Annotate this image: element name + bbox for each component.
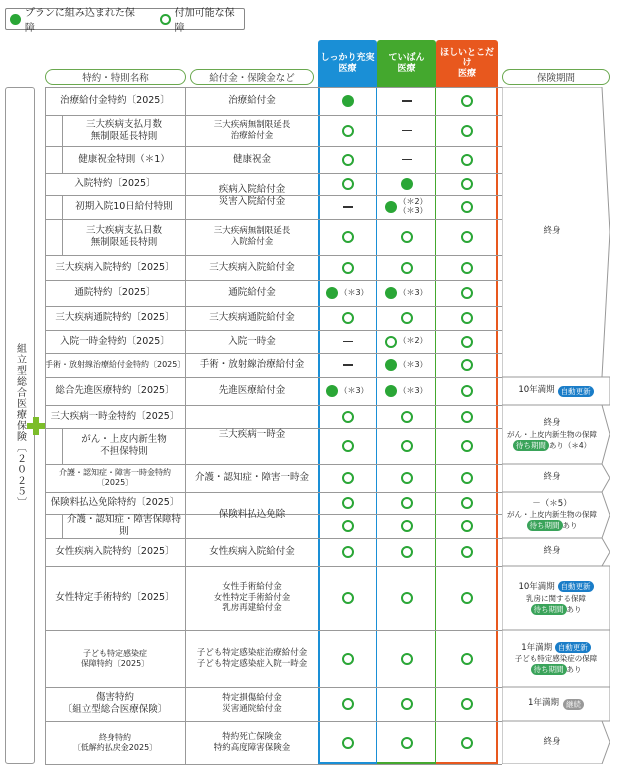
benefit-name: 三大疾病無制限延長 入院給付金: [213, 226, 291, 247]
coverage-mark: [436, 146, 498, 173]
waiting-period-badge: 待ち期間: [531, 604, 567, 615]
period-text: －（＊5）: [532, 498, 572, 509]
open-circle-icon: [461, 359, 473, 371]
period-three-diseases: [502, 405, 602, 464]
open-circle-icon: [342, 653, 354, 665]
open-circle-icon: [342, 520, 354, 532]
rider-name: 入院特約〔2025〕: [45, 173, 186, 195]
coverage-mark: [318, 464, 377, 492]
plan-name: ていばん: [388, 53, 425, 64]
coverage-mark: [318, 173, 377, 195]
open-circle-icon: [461, 592, 473, 604]
open-circle-icon: [342, 472, 354, 484]
period-text: 終身: [543, 418, 561, 429]
dash-icon: [343, 364, 353, 366]
benefit-name: 治療給付金: [228, 95, 276, 107]
waiting-period-badge: 待ち期間: [531, 664, 567, 675]
coverage-mark: [377, 173, 436, 195]
open-circle-icon: [461, 312, 473, 324]
footnote-ref: （＊3）: [398, 385, 428, 395]
open-circle-icon: [401, 737, 413, 749]
plan-name-sub: 医療: [397, 63, 416, 74]
coverage-mark: [377, 464, 436, 492]
period-note: がん・上皮内新生物の保障: [507, 429, 597, 439]
rider-name: 女性疾病入院特約〔2025〕: [45, 538, 186, 566]
rider-name: 終身特約 〔低解約払戻金2025〕: [45, 721, 186, 764]
coverage-mark: [318, 280, 377, 306]
plan-name-sub: 医療: [338, 63, 357, 74]
open-circle-icon: [461, 95, 473, 107]
filled-circle-icon: [326, 287, 338, 299]
plan-name-sub: 医療: [457, 68, 476, 79]
coverage-mark: [318, 195, 377, 219]
open-circle-icon: [461, 737, 473, 749]
period-note: がん・上皮内新生物の保障: [507, 510, 597, 520]
plan-header-teiban: [377, 40, 436, 87]
period-10y: [502, 377, 610, 405]
coverage-mark: [377, 280, 436, 306]
coverage-mark: [377, 353, 436, 377]
period-note: あり: [566, 665, 582, 675]
benefit-name: 三大疾病通院給付金: [209, 312, 295, 324]
coverage-mark: [377, 115, 436, 146]
coverage-mark: [436, 173, 498, 195]
footnote-ref: （＊2） （＊3）: [398, 197, 428, 215]
coverage-mark: [436, 280, 498, 306]
rider-name: 介護・認知症・障害一時金特約〔2025〕: [45, 464, 186, 492]
header-benefit: 給付金・保険金など: [190, 69, 314, 85]
open-circle-icon: [461, 385, 473, 397]
period-female-surgery: [502, 566, 610, 630]
rider-name: 三大疾病入院特約〔2025〕: [45, 255, 186, 280]
period-text: 終身: [543, 472, 561, 483]
coverage-mark: [377, 687, 436, 721]
open-circle-icon: [401, 497, 413, 509]
open-circle-icon: [461, 411, 473, 423]
legend-included: プランに組み込まれた保障: [24, 8, 135, 34]
coverage-mark: [436, 492, 498, 514]
coverage-mark: [377, 195, 436, 219]
auto-renew-badge: 自動更新: [558, 581, 594, 592]
coverage-mark: [436, 219, 498, 255]
rider-name: 傷害特約 〔組立型総合医療保険〕: [45, 687, 186, 721]
period-lifetime-2: [502, 464, 602, 492]
coverage-mark: [436, 87, 498, 115]
coverage-mark: [436, 630, 498, 687]
open-circle-icon: [385, 336, 397, 348]
filled-circle-icon: [385, 385, 397, 397]
coverage-mark: [318, 115, 377, 146]
table-bottom-border: [45, 764, 502, 765]
benefit-name: 通院給付金: [228, 287, 276, 299]
open-circle-icon: [461, 440, 473, 452]
filled-circle-icon: [10, 14, 21, 25]
coverage-mark: [436, 566, 498, 630]
coverage-mark: [377, 538, 436, 566]
coverage-mark: [436, 377, 498, 405]
auto-renew-badge: 自動更新: [558, 386, 594, 397]
coverage-mark: [377, 255, 436, 280]
period-text: 終身: [543, 226, 561, 237]
period-text: 終身: [543, 546, 561, 557]
coverage-mark: [436, 195, 498, 219]
legend: [5, 8, 245, 34]
rider-name: 三大疾病支払日数 無制限延長特則: [62, 219, 186, 255]
plan-name: しっかり充実: [320, 53, 375, 64]
coverage-mark: [436, 353, 498, 377]
open-circle-icon: [461, 201, 473, 213]
open-circle-icon: [342, 178, 354, 190]
period-text: 終身: [543, 736, 561, 747]
coverage-mark: [318, 219, 377, 255]
rider-name: 女性特定手術特約〔2025〕: [45, 566, 186, 630]
waiting-period-badge: 待ち期間: [527, 520, 563, 531]
coverage-mark: [436, 115, 498, 146]
open-circle-icon: [461, 154, 473, 166]
open-circle-icon: [461, 546, 473, 558]
benefit-name: 手術・放射線治療給付金: [199, 359, 305, 371]
coverage-mark: [377, 330, 436, 353]
rider-name: 総合先進医療特約〔2025〕: [45, 377, 186, 405]
plan-header-shikkari: [318, 40, 377, 87]
filled-circle-icon: [326, 385, 338, 397]
benefit-name: 先進医療給付金: [218, 385, 286, 397]
coverage-mark: [377, 630, 436, 687]
rider-name: 三大疾病支払月数 無制限延長特則: [62, 115, 186, 146]
coverage-mark: [436, 255, 498, 280]
table-left-border: [45, 87, 46, 764]
rider-name: がん・上皮内新生物 不担保特則: [62, 428, 186, 464]
period-lifetime-3: [502, 538, 602, 566]
header-period: 保険期間: [502, 69, 610, 85]
coverage-mark: [436, 330, 498, 353]
waiting-period-badge: 待ち期間: [513, 440, 549, 451]
coverage-mark: [318, 306, 377, 330]
open-circle-icon: [342, 262, 354, 274]
benefit-name: 入院一時金: [228, 335, 276, 347]
coverage-mark: [377, 514, 436, 538]
open-circle-icon: [401, 698, 413, 710]
coverage-mark: [377, 87, 436, 115]
rider-name: 通院特約〔2025〕: [45, 280, 186, 306]
dash-icon: [402, 100, 412, 102]
open-circle-icon: [401, 653, 413, 665]
auto-renew-badge: 自動更新: [555, 642, 591, 653]
rider-name: 介護・認知症・障害保障特則: [62, 514, 186, 538]
dash-icon: [343, 341, 353, 343]
coverage-mark: [377, 377, 436, 405]
side-label-text: 組立型総合医療保険〔２０２５〕: [14, 343, 26, 508]
filled-circle-icon: [385, 287, 397, 299]
period-note: あり: [562, 521, 578, 531]
period-text: 10年満期: [518, 385, 555, 396]
benefit-name: 介護・認知症・障害一時金: [194, 472, 309, 484]
open-circle-icon: [461, 262, 473, 274]
rider-name: 初期入院10日給付特則: [62, 195, 186, 219]
coverage-mark: [436, 687, 498, 721]
open-circle-icon: [461, 287, 473, 299]
footnote-ref: （＊3）: [339, 287, 369, 297]
coverage-mark: [318, 405, 377, 428]
coverage-mark: [436, 464, 498, 492]
coverage-mark: [318, 353, 377, 377]
open-circle-icon: [461, 178, 473, 190]
coverage-mark: [318, 377, 377, 405]
period-note: 乳房に関する保障: [526, 593, 586, 603]
benefit-name: 三大疾病無制限延長 治療給付金: [213, 119, 291, 141]
footnote-ref: （＊3）: [398, 287, 428, 297]
open-circle-icon: [461, 653, 473, 665]
coverage-mark: [377, 306, 436, 330]
open-circle-icon: [342, 698, 354, 710]
coverage-mark: [318, 330, 377, 353]
coverage-mark: [318, 87, 377, 115]
footnote-ref: （＊3）: [398, 359, 428, 369]
benefit-name: 女性手術給付金 女性特定手術給付金 乳房再建給付金: [213, 582, 291, 614]
header-rider-name: 特約・特則名称: [45, 69, 186, 85]
benefit-name: 特約死亡保険金 特約高度障害保険金: [213, 731, 291, 753]
dash-icon: [402, 130, 412, 132]
coverage-mark: [318, 255, 377, 280]
legend-optional: 付加可能な保障: [174, 8, 235, 34]
period-lifetime-4: [502, 721, 602, 764]
plan-name: ほしいとこだけ: [439, 47, 494, 69]
coverage-mark: [318, 428, 377, 464]
period-note: 子ども特定感染症の保障: [514, 654, 598, 664]
coverage-mark: [436, 721, 498, 764]
benefit-hospital: 疾病入院給付金 災害入院給付金: [218, 184, 286, 207]
rider-name: 治療給付金特約〔2025〕: [45, 87, 186, 115]
coverage-mark: [318, 687, 377, 721]
rider-name: 手術・放射線治療給付金特約〔2025〕: [45, 353, 186, 377]
coverage-mark: [436, 538, 498, 566]
open-circle-icon: [461, 231, 473, 243]
dash-icon: [402, 159, 412, 161]
period-text: 1年満期: [528, 698, 559, 709]
open-circle-icon: [342, 411, 354, 423]
period-text: 1年満期: [521, 642, 553, 653]
coverage-mark: [377, 146, 436, 173]
benefit-name: 健康祝金: [232, 153, 271, 165]
benefit-three-diseases-lump: 三大疾病一時金: [218, 429, 286, 441]
rider-name: 入院一時金特約〔2025〕: [45, 330, 186, 353]
open-circle-icon: [342, 154, 354, 166]
open-circle-icon: [461, 698, 473, 710]
rider-name: 子ども特定感染症 保障特約〔2025〕: [45, 630, 186, 687]
coverage-mark: [377, 405, 436, 428]
coverage-mark: [436, 514, 498, 538]
coverage-mark: [318, 492, 377, 514]
coverage-mark: [318, 538, 377, 566]
open-circle-icon: [401, 546, 413, 558]
benefit-name: 子ども特定感染症治療給付金 子ども特定感染症入院一時金: [196, 647, 308, 669]
coverage-mark: [436, 405, 498, 428]
open-circle-icon: [461, 520, 473, 532]
open-circle-icon: [342, 592, 354, 604]
rider-name: 健康祝金特則（＊1）: [62, 146, 186, 173]
benefit-waiver: 保険料払込免除: [218, 509, 286, 521]
coverage-mark: [318, 146, 377, 173]
coverage-mark: [377, 428, 436, 464]
open-circle-icon: [342, 546, 354, 558]
period-injury: [502, 687, 610, 721]
open-circle-icon: [342, 440, 354, 452]
coverage-mark: [318, 630, 377, 687]
period-note: あり（＊4）: [548, 440, 592, 450]
coverage-mark: [377, 492, 436, 514]
coverage-mark: [318, 566, 377, 630]
filled-circle-icon: [385, 359, 397, 371]
open-circle-icon: [401, 411, 413, 423]
filled-circle-icon: [342, 95, 354, 107]
benefit-name: 三大疾病入院給付金: [209, 261, 295, 273]
period-child: [502, 630, 610, 687]
open-circle-icon: [342, 312, 354, 324]
period-waiver: [502, 492, 602, 538]
open-circle-icon: [401, 592, 413, 604]
filled-circle-icon: [385, 201, 397, 213]
coverage-mark: [377, 721, 436, 764]
footnote-ref: （＊3）: [339, 385, 369, 395]
open-circle-icon: [401, 520, 413, 532]
open-circle-icon: [461, 472, 473, 484]
footnote-ref: （＊2）: [398, 336, 428, 346]
plan-header-hoshii: [436, 40, 498, 87]
dash-icon: [343, 206, 353, 208]
open-circle-icon: [342, 737, 354, 749]
rider-name: 三大疾病通院特約〔2025〕: [45, 306, 186, 330]
open-circle-icon: [401, 231, 413, 243]
open-circle-icon: [461, 125, 473, 137]
rider-name: 保険料払込免除特約〔2025〕: [45, 492, 186, 514]
benefit-name: 特定損傷給付金 災害通院給付金: [222, 693, 282, 714]
open-circle-icon: [401, 312, 413, 324]
benefit-name: 女性疾病入院給付金: [209, 546, 295, 558]
open-circle-icon: [401, 262, 413, 274]
open-circle-icon: [461, 497, 473, 509]
open-circle-icon: [160, 14, 171, 25]
open-circle-icon: [342, 231, 354, 243]
coverage-mark: [318, 721, 377, 764]
rider-name: 三大疾病一時金特約〔2025〕: [45, 405, 186, 428]
coverage-mark: [436, 428, 498, 464]
open-circle-icon: [342, 497, 354, 509]
coverage-mark: [377, 219, 436, 255]
open-circle-icon: [461, 336, 473, 348]
open-circle-icon: [401, 440, 413, 452]
coverage-mark: [318, 514, 377, 538]
filled-circle-icon: [401, 178, 413, 190]
open-circle-icon: [342, 125, 354, 137]
open-circle-icon: [401, 472, 413, 484]
coverage-mark: [436, 306, 498, 330]
period-note: あり: [566, 604, 582, 614]
period-text: 10年満期: [518, 582, 555, 593]
continue-badge: 継続: [563, 699, 584, 710]
coverage-mark: [377, 566, 436, 630]
plus-icon: [27, 417, 45, 435]
period-lifetime-1: [502, 87, 602, 377]
